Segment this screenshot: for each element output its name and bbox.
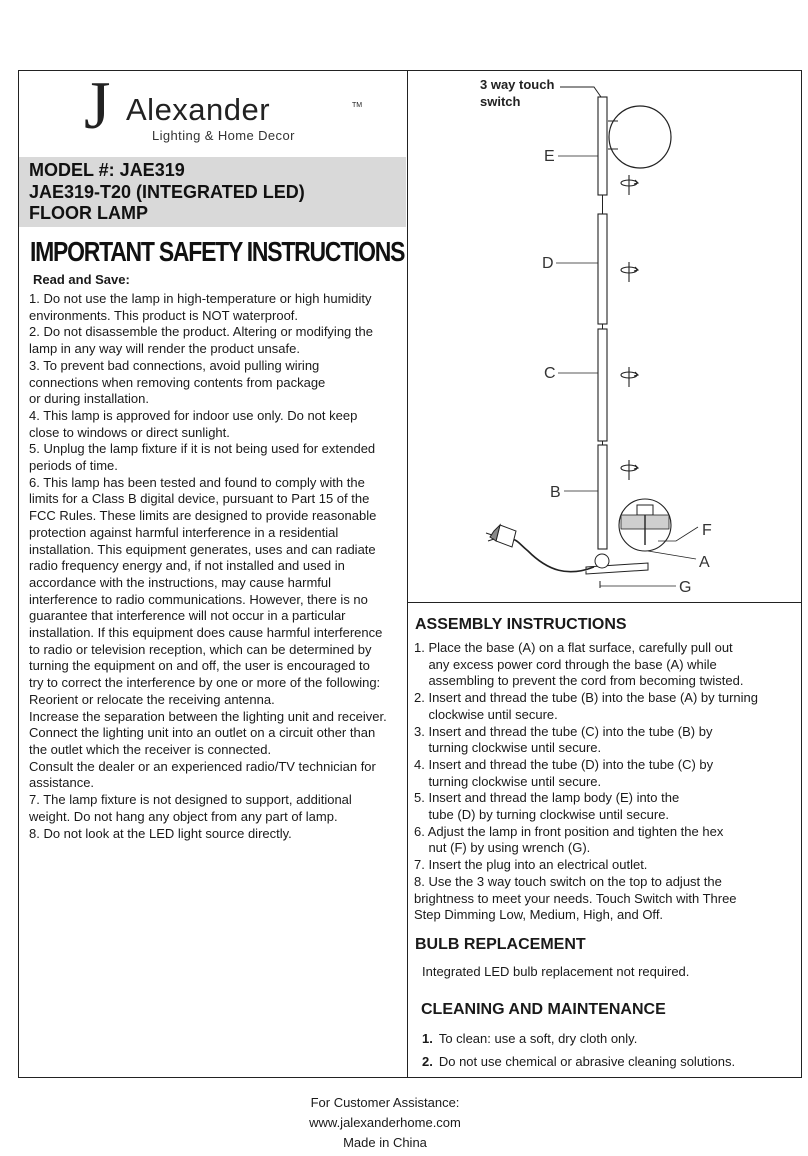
safety-line: or during installation.	[29, 391, 149, 407]
safety-line: limits for a Class B digital device, pursuant to Part 15 of the	[29, 491, 370, 507]
safety-line: periods of time.	[29, 458, 118, 474]
safety-line: assistance.	[29, 775, 95, 791]
safety-line: accordance with the instructions, may cause harmful	[29, 574, 332, 590]
base-hub	[595, 554, 609, 568]
logo-wordmark: Alexander	[126, 92, 271, 127]
detail-nut	[637, 505, 653, 515]
power-cord	[506, 537, 594, 572]
safety-subtitle: Read and Save:	[33, 272, 130, 287]
safety-line: 2. Do not disassemble the product. Altering or modifying the	[29, 324, 373, 340]
assembly-line: turning clockwise until secure.	[414, 773, 602, 789]
rotate-arrow-d	[621, 262, 638, 282]
rotate-arrow-e	[621, 175, 638, 195]
safety-line: the outlet which the receiver is connected.	[29, 741, 272, 757]
label-d: D	[542, 255, 554, 272]
assembly-line: 1. Place the base (A) on a flat surface, carefully pull out	[414, 640, 733, 655]
assembly-line: 4. Insert and thread the tube (D) into the tube (C) by	[414, 756, 714, 772]
safety-instructions	[29, 291, 405, 842]
diagram-divider	[407, 602, 802, 603]
assembly-line: 6. Adjust the lamp in front position and tighten the hex	[414, 823, 724, 839]
safety-line: 4. This lamp is approved for indoor use only. Do not keep	[29, 407, 358, 423]
cleaning-title: CLEANING AND MAINTENANCE	[421, 1001, 666, 1018]
label-e: E	[544, 148, 555, 165]
safety-line: radio frequency energy and, if not installed and used in	[29, 558, 345, 574]
tube-e	[598, 97, 607, 195]
safety-line: Consult the dealer or an experienced radio/TV technician for	[29, 758, 376, 774]
tube-d	[598, 214, 607, 324]
safety-line: Reorient or relocate the receiving antenna.	[29, 691, 275, 707]
label-b: B	[550, 484, 561, 501]
model-band	[19, 157, 406, 227]
safety-line: 5. Unplug the lamp fixture if it is not being used for extended	[29, 441, 376, 457]
assembly-line: nut (F) by using wrench (G).	[414, 840, 591, 856]
safety-line: installation. If this equipment does cause harmful interference	[29, 625, 383, 641]
label-g: G	[679, 579, 692, 596]
switch-label-line2: switch	[480, 94, 521, 109]
safety-line: FCC Rules. These limits are designed to provide reasonable	[29, 508, 377, 524]
rotate-arrow-c	[621, 367, 638, 387]
safety-line: 7. The lamp fixture is not designed to support, additional	[29, 792, 352, 808]
label-a: A	[699, 554, 710, 571]
tube-c	[598, 329, 607, 441]
lamp-diagram	[408, 71, 801, 601]
safety-line: environments. This product is NOT waterproof.	[29, 307, 299, 323]
assembly-line: 3. Insert and thread the tube (C) into the tube (B) by	[414, 723, 713, 739]
safety-line: weight. Do not hang any object from any part of lamp.	[29, 808, 338, 824]
safety-line: 6. This lamp has been tested and found to comply with the	[29, 474, 365, 490]
safety-line: Increase the separation between the lighting unit and receiver.	[29, 708, 387, 724]
globe-shade	[609, 106, 671, 168]
base-plate	[586, 563, 648, 574]
assembly-line: assembling to prevent the cord from becoming twisted.	[414, 673, 744, 689]
footer	[280, 1093, 490, 1153]
safety-line: lamp in any way will render the product unsafe.	[29, 341, 300, 357]
safety-line: try to correct the interference by one or more of the following:	[29, 675, 381, 691]
label-c: C	[544, 365, 556, 382]
tube-b	[598, 445, 607, 549]
bulb-text: Integrated LED bulb replacement not required.	[422, 964, 690, 979]
safety-line: to radio or television reception, which can be determined by	[29, 641, 372, 657]
assembly-line: 2. Insert and thread the tube (B) into the base (A) by turning	[414, 690, 758, 706]
switch-leader	[560, 87, 601, 97]
safety-line: protection against harmful interference in a residential	[29, 524, 339, 540]
safety-line: 1. Do not use the lamp in high-temperature or high humidity	[29, 291, 372, 306]
safety-line: 3. To prevent bad connections, avoid pulling wiring	[29, 357, 320, 373]
model-variant: JAE319-T20 (INTEGRATED LED)	[29, 181, 305, 202]
switch-label-line1: 3 way touch	[480, 77, 555, 92]
assembly-line: 8. Use the 3 way touch switch on the top to adjust the	[414, 873, 722, 889]
safety-line: guarantee that interference will not occur in a particular	[29, 608, 346, 624]
rotate-arrow-b	[621, 460, 638, 480]
logo-trademark: TM	[352, 102, 363, 109]
assembly-line: any excess power cord through the base (A) while	[414, 656, 717, 672]
product-type: FLOOR LAMP	[29, 203, 148, 223]
safety-line: close to windows or direct sunlight.	[29, 424, 230, 440]
assembly-line: clockwise until secure.	[414, 706, 558, 722]
assembly-line: brightness to meet your needs. Touch Switch with Three	[414, 890, 737, 906]
logo-tagline: Lighting & Home Decor	[152, 128, 295, 143]
assembly-line: tube (D) by turning clockwise until secure.	[414, 807, 670, 823]
safety-line: Connect the lighting unit into an outlet on a circuit other than	[29, 725, 376, 741]
cleaning-item: 2. Do not use chemical or abrasive cleaning solutions.	[422, 1054, 736, 1069]
safety-title: IMPORTANT SAFETY INSTRUCTIONS	[30, 236, 405, 267]
assembly-line: turning clockwise until secure.	[414, 740, 602, 756]
safety-line: turning the equipment on and off, the user is encouraged to	[29, 658, 370, 674]
footer-website[interactable]: www.jalexanderhome.com	[309, 1115, 461, 1130]
brand-logo	[78, 67, 378, 147]
bulb-title: BULB REPLACEMENT	[415, 936, 586, 953]
safety-line: installation. This equipment generates, uses and can radiate	[29, 541, 376, 557]
label-f: F	[702, 522, 712, 539]
assembly-line: 5. Insert and thread the lamp body (E) into the	[414, 790, 680, 806]
safety-line: connections when removing contents from package	[29, 374, 326, 390]
assembly-line: Step Dimming Low, Medium, High, and Off.	[414, 907, 664, 923]
logo-initial: J	[84, 67, 111, 143]
footer-assistance: For Customer Assistance:	[310, 1095, 460, 1110]
model-number: MODEL #: JAE319	[29, 160, 185, 180]
safety-line: interference to radio communications. However, there is no	[29, 591, 368, 607]
power-adapter	[486, 525, 516, 547]
cleaning-item: 1. To clean: use a soft, dry cloth only.	[422, 1031, 638, 1046]
assembly-line: 7. Insert the plug into an electrical outlet.	[414, 857, 648, 873]
cleaning-list	[422, 1027, 735, 1073]
leader-a	[648, 551, 696, 559]
assembly-title: ASSEMBLY INSTRUCTIONS	[415, 616, 627, 633]
footer-origin: Made in China	[343, 1135, 427, 1150]
assembly-instructions	[414, 640, 799, 924]
safety-line: 8. Do not look at the LED light source directly.	[29, 825, 292, 841]
